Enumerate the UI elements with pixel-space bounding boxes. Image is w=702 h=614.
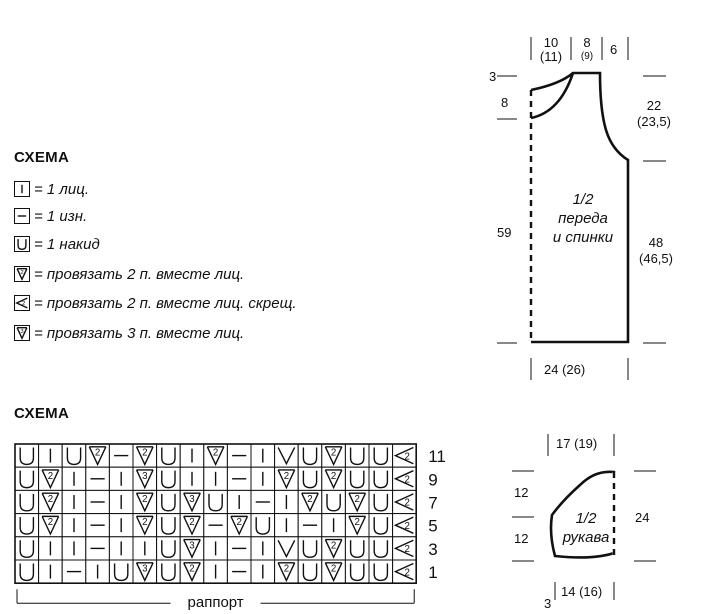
- sleeve-piece-label: 1/2 рукава: [562, 510, 610, 546]
- chart-cell: [369, 490, 393, 513]
- svg-text:3: 3: [20, 329, 24, 335]
- chart-cell: [39, 490, 63, 513]
- chart-cell: [345, 490, 369, 513]
- svg-text:3: 3: [189, 540, 195, 552]
- chart-cell: [298, 514, 322, 537]
- chart-cell: [86, 490, 110, 513]
- armhole-label: 22 (23,5): [637, 98, 671, 129]
- chart-cell: [109, 560, 133, 583]
- chart-cell: [345, 560, 369, 583]
- chart-cell: [157, 490, 181, 513]
- row-number: 3: [428, 539, 438, 559]
- chart-cell: [86, 514, 110, 537]
- chart-cell: [15, 490, 39, 513]
- chart-cell: [298, 444, 322, 467]
- chart-cell: [133, 467, 157, 490]
- chart-cell: [15, 444, 39, 467]
- chart-cell: [251, 467, 275, 490]
- chart-cell: [180, 467, 204, 490]
- chart-cell: [345, 514, 369, 537]
- sleeve-upper-height: 12: [514, 485, 529, 500]
- chart-cell: [39, 514, 63, 537]
- svg-text:2: 2: [20, 270, 24, 276]
- legend-item-text: = провязать 3 п. вместе лиц.: [34, 324, 245, 342]
- chart-cell: [275, 514, 299, 537]
- chart-cell: [62, 514, 86, 537]
- svg-text:2: 2: [236, 517, 242, 529]
- svg-text:2: 2: [47, 470, 54, 482]
- chart-cell: [393, 444, 417, 467]
- chart-cell: [345, 537, 369, 560]
- svg-text:2: 2: [330, 540, 337, 552]
- chart-cell: [157, 514, 181, 537]
- chart-cell: [204, 467, 228, 490]
- svg-text:3: 3: [142, 563, 148, 575]
- row-number: 5: [428, 516, 438, 536]
- legend-item-text: = провязать 2 п. вместе лиц. скрещ.: [34, 294, 297, 312]
- svg-text:2: 2: [330, 563, 337, 575]
- chart-cell: [180, 560, 204, 583]
- chart-cell: [393, 467, 417, 490]
- chart-cell: [15, 514, 39, 537]
- chart-cell: [227, 490, 251, 513]
- chart-cell: [109, 490, 133, 513]
- top-width-2: 8 (9): [580, 35, 594, 62]
- svg-text:2: 2: [404, 451, 410, 463]
- legend-item-text: = 1 лиц.: [34, 180, 89, 198]
- svg-text:2: 2: [307, 494, 313, 505]
- chart-cell: [39, 444, 63, 467]
- total-height-label: 59: [497, 225, 512, 240]
- svg-text:2: 2: [47, 494, 54, 505]
- chart-cell: [275, 444, 299, 467]
- svg-text:2: 2: [354, 517, 360, 529]
- chart-cell: [204, 444, 228, 467]
- side-label: 48 (46,5): [639, 235, 673, 266]
- chart-cell: [227, 444, 251, 467]
- chart-cell: [275, 537, 299, 560]
- svg-text:2: 2: [404, 520, 410, 532]
- chart-cell: [393, 560, 417, 583]
- chart-cell: [133, 514, 157, 537]
- svg-text:2: 2: [142, 494, 148, 505]
- chart-cell: [393, 490, 417, 513]
- chart-cell: [369, 444, 393, 467]
- chart-title: СХЕМА: [14, 405, 70, 422]
- chart-cell: [180, 514, 204, 537]
- chart-cell: [180, 490, 204, 513]
- chart-cell: [227, 467, 251, 490]
- chart-cell: [133, 537, 157, 560]
- chart-cell: [133, 560, 157, 583]
- chart-cell: [157, 467, 181, 490]
- svg-text:2: 2: [330, 447, 337, 459]
- chart-cell: [86, 467, 110, 490]
- chart-cell: [15, 537, 39, 560]
- chart-cell: [39, 560, 63, 583]
- chart-cell: [298, 560, 322, 583]
- chart-cell: [204, 537, 228, 560]
- svg-text:2: 2: [212, 447, 219, 459]
- chart-cell: [86, 444, 110, 467]
- svg-text:2: 2: [22, 301, 26, 308]
- chart-cell: [39, 467, 63, 490]
- svg-text:2: 2: [189, 563, 195, 575]
- chart-cell: [133, 444, 157, 467]
- chart-cell: [133, 490, 157, 513]
- row-number: 7: [428, 493, 438, 513]
- svg-text:2: 2: [142, 517, 148, 529]
- chart-cell: [157, 444, 181, 467]
- svg-text:2: 2: [283, 470, 290, 482]
- chart-cell: [322, 490, 346, 513]
- svg-text:2: 2: [404, 497, 410, 509]
- chart-cell: [275, 467, 299, 490]
- chart-cell: [369, 537, 393, 560]
- chart-cell: [345, 444, 369, 467]
- chart-cell: [204, 560, 228, 583]
- front-back-piece-label: 1/2 переда и спинки: [552, 191, 614, 246]
- chart-cell: [275, 560, 299, 583]
- repeat-label: раппорт: [187, 594, 244, 612]
- chart-cell: [251, 560, 275, 583]
- sleeve-top-width: 17 (19): [556, 436, 598, 451]
- chart-cell: [109, 467, 133, 490]
- svg-text:2: 2: [189, 517, 195, 529]
- row-number: 9: [428, 470, 438, 490]
- chart-cell: [62, 490, 86, 513]
- chart-cell: [86, 560, 110, 583]
- chart-cell: [298, 467, 322, 490]
- svg-text:3: 3: [142, 470, 148, 482]
- legend-item-text: = 1 накид: [34, 235, 100, 253]
- sleeve-bottom-width: 14 (16): [561, 584, 603, 599]
- chart-cell: [62, 537, 86, 560]
- row-number: 11: [428, 447, 446, 467]
- chart-cell: [251, 490, 275, 513]
- chart-cell: [157, 560, 181, 583]
- svg-text:3: 3: [189, 494, 195, 505]
- chart-cell: [322, 467, 346, 490]
- neck-depth-label: 8: [501, 95, 509, 110]
- chart-cell: [322, 444, 346, 467]
- chart-cell: [322, 537, 346, 560]
- svg-text:2: 2: [142, 447, 148, 459]
- chart-cell: [227, 537, 251, 560]
- neck-top-label: 3: [489, 69, 497, 84]
- chart-cell: [157, 537, 181, 560]
- legend-title: СХЕМА: [14, 149, 70, 166]
- svg-text:2: 2: [94, 447, 101, 459]
- bottom-width-label: 24 (26): [544, 362, 586, 377]
- chart-cell: [109, 444, 133, 467]
- chart-cell: [204, 514, 228, 537]
- chart-cell: [15, 467, 39, 490]
- chart-cell: [227, 560, 251, 583]
- chart-cell: [369, 560, 393, 583]
- chart-cell: [227, 514, 251, 537]
- sleeve-lower-height: 12: [514, 531, 529, 546]
- chart-cell: [180, 537, 204, 560]
- legend-item-text: = 1 изн.: [34, 207, 88, 225]
- chart-cell: [251, 514, 275, 537]
- chart-cell: [180, 444, 204, 467]
- chart-cell: [322, 514, 346, 537]
- chart-cell: [275, 490, 299, 513]
- chart-cell: [62, 467, 86, 490]
- legend-item-text: = провязать 2 п. вместе лиц.: [34, 265, 245, 283]
- chart-cell: [393, 537, 417, 560]
- svg-text:2: 2: [354, 494, 360, 505]
- chart-cell: [39, 537, 63, 560]
- chart-cell: [298, 537, 322, 560]
- chart-cell: [62, 444, 86, 467]
- svg-text:2: 2: [283, 563, 290, 575]
- chart-cell: [109, 514, 133, 537]
- chart-cell: [204, 490, 228, 513]
- chart-cell: [298, 490, 322, 513]
- chart-cell: [345, 467, 369, 490]
- chart-cell: [369, 514, 393, 537]
- top-width-3: 6: [610, 42, 618, 57]
- chart-cell: [251, 444, 275, 467]
- chart-cell: [369, 467, 393, 490]
- sleeve-bottom-offset: 3: [544, 596, 552, 611]
- svg-text:2: 2: [47, 517, 54, 529]
- chart-cell: [86, 537, 110, 560]
- row-number: 1: [428, 563, 438, 583]
- svg-text:2: 2: [404, 474, 410, 486]
- chart-cell: [393, 514, 417, 537]
- svg-text:2: 2: [404, 544, 410, 556]
- sleeve-total-height: 24: [635, 510, 650, 525]
- svg-text:2: 2: [330, 470, 337, 482]
- svg-text:2: 2: [404, 567, 410, 579]
- chart-cell: [62, 560, 86, 583]
- top-width-1: 10 (11): [539, 35, 563, 64]
- chart-cell: [251, 537, 275, 560]
- chart-cell: [15, 560, 39, 583]
- chart-cell: [322, 560, 346, 583]
- chart-cell: [109, 537, 133, 560]
